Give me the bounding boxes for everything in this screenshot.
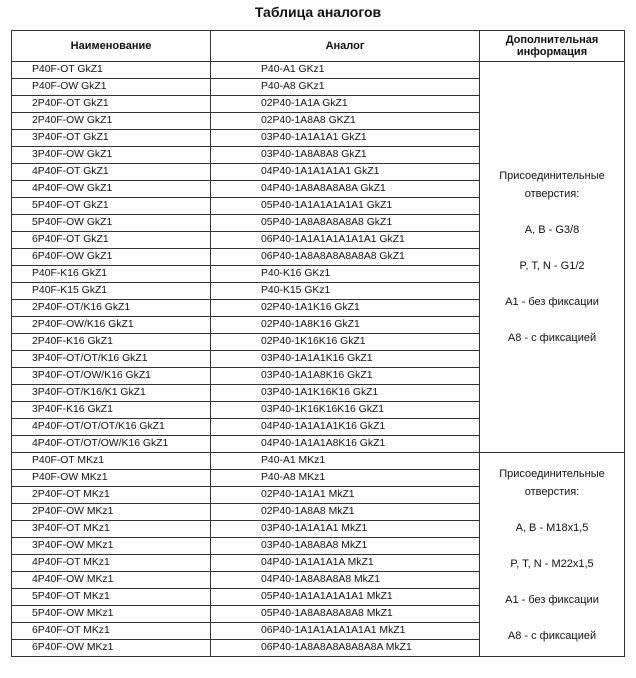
- cell-name: 2P40F-OT MKz1: [12, 487, 211, 504]
- cell-analog: 06P40-1A1A1A1A1A1A1 GkZ1: [211, 232, 480, 249]
- cell-name: 6P40F-OT MKz1: [12, 623, 211, 640]
- cell-analog: 02P40-1A8K16 GkZ1: [211, 317, 480, 334]
- info-line: A8 - с фиксацией: [507, 332, 597, 344]
- cell-name: 2P40F-OW/K16 GkZ1: [12, 317, 211, 334]
- cell-name: P40F-K15 GkZ1: [12, 283, 211, 300]
- cell-analog: 03P40-1A8A8A8 GkZ1: [211, 147, 480, 164]
- cell-name: 4P40F-OT MKz1: [12, 555, 211, 572]
- info-line: [480, 311, 624, 329]
- header-name: Наименование: [12, 31, 211, 62]
- cell-name: 2P40F-K16 GkZ1: [12, 334, 211, 351]
- cell-name: 4P40F-OT/OT/OW/K16 GkZ1: [12, 436, 211, 453]
- cell-name: P40F-OW MKz1: [12, 470, 211, 487]
- cell-name: 5P40F-OT GkZ1: [12, 198, 211, 215]
- cell-name: 4P40F-OT/OT/OT/K16 GkZ1: [12, 419, 211, 436]
- cell-name: 3P40F-OT/K16/K1 GkZ1: [12, 385, 211, 402]
- cell-analog: 04P40-1A1A1A1A1 GkZ1: [211, 164, 480, 181]
- cell-name: 3P40F-K16 GkZ1: [12, 402, 211, 419]
- cell-analog: 06P40-1A1A1A1A1A1A1 MkZ1: [211, 623, 480, 640]
- cell-name: 4P40F-OT GkZ1: [12, 164, 211, 181]
- info-line: [480, 239, 624, 257]
- cell-name: 2P40F-OW MKz1: [12, 504, 211, 521]
- info-line: A, B - G3/8: [524, 224, 580, 236]
- cell-analog: 06P40-1A8A8A8A8A8A8A MkZ1: [211, 640, 480, 657]
- cell-analog: 04P40-1A1A1A1A MkZ1: [211, 555, 480, 572]
- cell-analog: 03P40-1K16K16K16 GkZ1: [211, 402, 480, 419]
- cell-name: 6P40F-OW GkZ1: [12, 249, 211, 266]
- info-line: P, T, N - G1/2: [519, 260, 585, 272]
- info-line: Присоединительные: [499, 170, 605, 182]
- cell-analog: P40-A8 GKz1: [211, 79, 480, 96]
- info-line: [480, 203, 624, 221]
- info-line: [480, 501, 624, 519]
- cell-name: 3P40F-OT MKz1: [12, 521, 211, 538]
- cell-analog: 05P40-1A8A8A8A8A8 MkZ1: [211, 606, 480, 623]
- cell-analog: 05P40-1A1A1A1A1A1 GkZ1: [211, 198, 480, 215]
- table-body: [12, 62, 625, 657]
- cell-analog: 03P40-1A8A8A8 MkZ1: [211, 538, 480, 555]
- cell-analog: 05P40-1A1A1A1A1A1 MkZ1: [211, 589, 480, 606]
- cell-name: 3P40F-OT/OT/K16 GkZ1: [12, 351, 211, 368]
- cell-name: 2P40F-OT/K16 GkZ1: [12, 300, 211, 317]
- info-line: отверстия:: [524, 485, 580, 498]
- info-line: отверстия:: [524, 188, 580, 200]
- cell-analog: P40-A8 MKz1: [211, 470, 480, 487]
- cell-analog: 03P40-1A1A1A1 MkZ1: [211, 521, 480, 538]
- cell-analog: 02P40-1A8A8 MkZ1: [211, 504, 480, 521]
- cell-analog: 04P40-1A8A8A8A8A GkZ1: [211, 181, 480, 198]
- cell-name: P40F-OT GkZ1: [12, 62, 211, 79]
- cell-analog: 03P40-1A1A1K16 GkZ1: [211, 351, 480, 368]
- cell-name: 2P40F-OT GkZ1: [12, 96, 211, 113]
- info-line: A8 - с фиксацией: [507, 629, 597, 642]
- cell-name: 3P40F-OW GkZ1: [12, 147, 211, 164]
- cell-analog: 05P40-1A8A8A8A8A8 GkZ1: [211, 215, 480, 232]
- cell-name: 6P40F-OW MKz1: [12, 640, 211, 657]
- header-analog: Аналог: [211, 31, 480, 62]
- info-line: A1 - без фиксации: [505, 296, 599, 308]
- info-line: [480, 275, 624, 293]
- info-line: A1 - без фиксации: [505, 593, 599, 606]
- table-row: [12, 453, 625, 470]
- info-line: P, T, N - M22x1,5: [510, 557, 594, 570]
- cell-analog: 03P40-1A1A1A1 GkZ1: [211, 130, 480, 147]
- header-row: [12, 31, 625, 62]
- cell-analog: P40-K15 GKz1: [211, 283, 480, 300]
- table-row: [12, 62, 625, 79]
- info-line: [480, 537, 624, 555]
- cell-analog: 04P40-1A8A8A8A8 MkZ1: [211, 572, 480, 589]
- info-line: [480, 573, 624, 591]
- cell-name: P40F-OW GkZ1: [12, 79, 211, 96]
- header-info: Дополнительная информация: [480, 31, 625, 62]
- cell-name: 2P40F-OW GkZ1: [12, 113, 211, 130]
- info-line: A, B - M18x1,5: [515, 521, 589, 534]
- cell-analog: 02P40-1A1K16 GkZ1: [211, 300, 480, 317]
- cell-analog: P40-A1 GKz1: [211, 62, 480, 79]
- cell-analog: 02P40-1A8A8 GKZ1: [211, 113, 480, 130]
- info-line: Присоединительные: [499, 467, 605, 480]
- cell-analog: 03P40-1A1K16K16 GkZ1: [211, 385, 480, 402]
- cell-analog: 06P40-1A8A8A8A8A8A8 GkZ1: [211, 249, 480, 266]
- cell-name: 3P40F-OW MKz1: [12, 538, 211, 555]
- table-title: Таблица аналогов: [254, 4, 382, 20]
- cell-name: P40F-K16 GkZ1: [12, 266, 211, 283]
- cell-analog: 04P40-1A1A1A8K16 GkZ1: [211, 436, 480, 453]
- cell-name: 5P40F-OW GkZ1: [12, 215, 211, 232]
- cell-analog: 03P40-1A1A8K16 GkZ1: [211, 368, 480, 385]
- cell-name: 6P40F-OT GkZ1: [12, 232, 211, 249]
- cell-name: 4P40F-OW MKz1: [12, 572, 211, 589]
- cell-analog: 02P40-1A1A GkZ1: [211, 96, 480, 113]
- cell-analog: P40-K16 GKz1: [211, 266, 480, 283]
- cell-analog: 02P40-1K16K16 GkZ1: [211, 334, 480, 351]
- cell-name: 4P40F-OW GkZ1: [12, 181, 211, 198]
- cell-analog: 04P40-1A1A1A1K16 GkZ1: [211, 419, 480, 436]
- cell-name: P40F-OT MKz1: [12, 453, 211, 470]
- cell-analog: P40-A1 MKz1: [211, 453, 480, 470]
- cell-name: 3P40F-OT/OW/K16 GkZ1: [12, 368, 211, 385]
- analogs-table: [11, 30, 625, 657]
- cell-info-group: [480, 62, 625, 453]
- cell-info-group: [480, 453, 625, 657]
- info-line: [480, 609, 624, 627]
- cell-name: 5P40F-OT MKz1: [12, 589, 211, 606]
- cell-name: 5P40F-OW MKz1: [12, 606, 211, 623]
- cell-analog: 02P40-1A1A1 MkZ1: [211, 487, 480, 504]
- cell-name: 3P40F-OT GkZ1: [12, 130, 211, 147]
